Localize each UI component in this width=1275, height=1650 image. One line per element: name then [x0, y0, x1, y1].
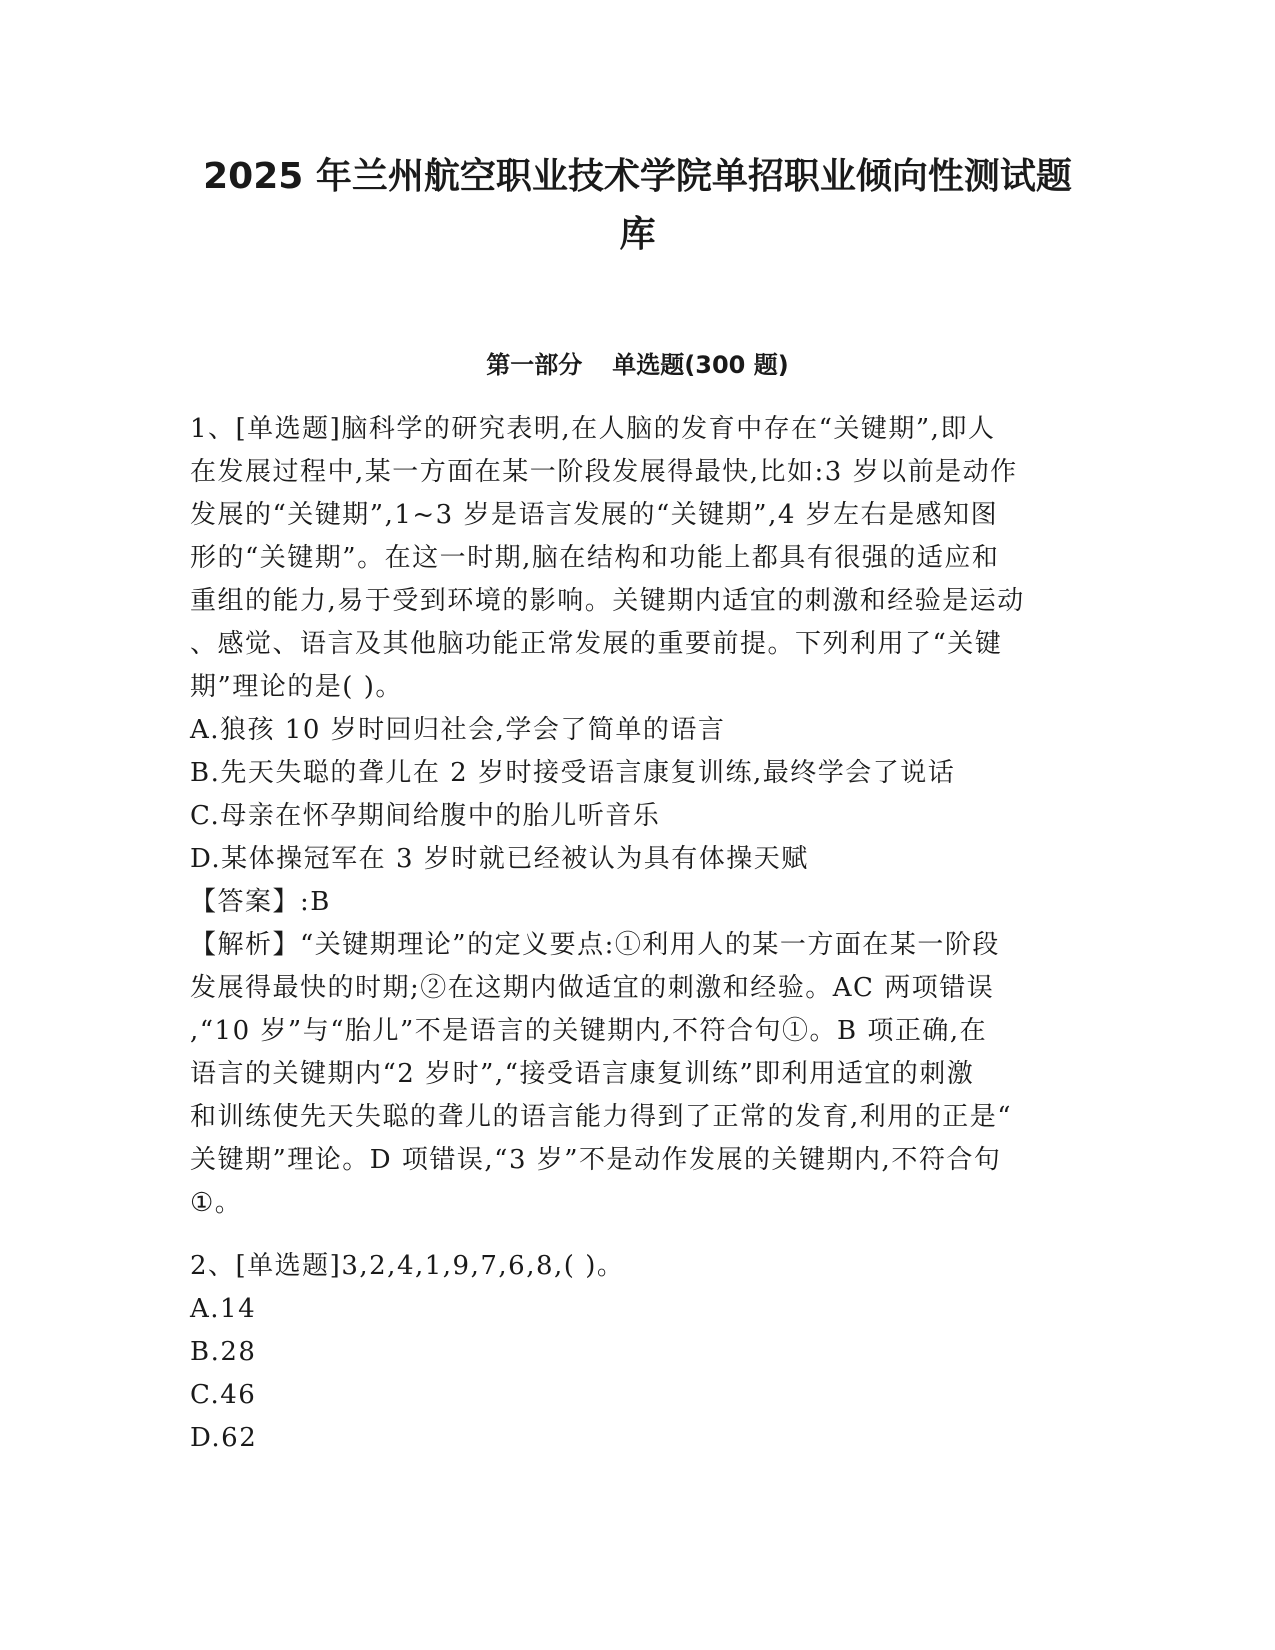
- document-title-line-2: 库: [619, 214, 656, 255]
- stem-line: 、感觉、语言及其他脑功能正常发展的重要前提。下列利用了“关键: [190, 629, 1003, 659]
- analysis-line: ①。: [190, 1188, 243, 1218]
- option-b: B.先天失聪的聋儿在 2 岁时接受语言康复训练,最终学会了说话: [190, 758, 956, 788]
- question-1-analysis: [190, 924, 1085, 1225]
- option-d: D.62: [190, 1423, 258, 1453]
- question-2-stem: 2、[单选题]3,2,4,1,9,7,6,8,( )。: [190, 1251, 625, 1281]
- option-c: C.母亲在怀孕期间给腹中的胎儿听音乐: [190, 801, 661, 831]
- stem-line: 在发展过程中,某一方面在某一阶段发展得最快,比如:3 岁以前是动作: [190, 457, 1018, 487]
- stem-line: 形的“关键期”。在这一时期,脑在结构和功能上都具有很强的适应和: [190, 543, 1000, 573]
- question-1: [190, 408, 1085, 1225]
- option-c: C.46: [190, 1380, 257, 1410]
- question-1-answer: 【答案】:B: [190, 887, 331, 917]
- section-heading: [190, 348, 1085, 382]
- document-title-line-1: 2025 年兰州航空职业技术学院单招职业倾向性测试题: [203, 156, 1072, 197]
- analysis-line: 语言的关键期内“2 岁时”,“接受语言康复训练”即利用适宜的刺激: [190, 1059, 975, 1089]
- option-a: A.狼孩 10 岁时回归社会,学会了简单的语言: [190, 715, 726, 745]
- stem-line: 重组的能力,易于受到环境的影响。关键期内适宜的刺激和经验是运动: [190, 586, 1025, 616]
- analysis-line: ,“10 岁”与“胎儿”不是语言的关键期内,不符合句①。B 项正确,在: [190, 1016, 988, 1046]
- question-1-stem: [190, 408, 1085, 709]
- stem-line: 1、[单选题]脑科学的研究表明,在人脑的发育中存在“关键期”,即人: [190, 414, 996, 444]
- option-a: A.14: [190, 1294, 257, 1324]
- option-b: B.28: [190, 1337, 257, 1367]
- section-name: 单选题(300 题): [612, 351, 789, 379]
- analysis-line: 和训练使先天失聪的聋儿的语言能力得到了正常的发育,利用的正是“: [190, 1102, 1013, 1132]
- question-1-options: [190, 709, 1085, 881]
- question-list: [190, 408, 1085, 1460]
- option-d: D.某体操冠军在 3 岁时就已经被认为具有体操天赋: [190, 844, 809, 874]
- section-part: 第一部分: [486, 351, 583, 379]
- document-title: [190, 148, 1085, 264]
- stem-line: 发展的“关键期”,1~3 岁是语言发展的“关键期”,4 岁左右是感知图: [190, 500, 999, 530]
- analysis-line: 【解析】“关键期理论”的定义要点:①利用人的某一方面在某一阶段: [190, 930, 1000, 960]
- analysis-line: 发展得最快的时期;②在这期内做适宜的刺激和经验。AC 两项错误: [190, 973, 995, 1003]
- analysis-line: 关键期”理论。D 项错误,“3 岁”不是动作发展的关键期内,不符合句: [190, 1145, 1002, 1175]
- stem-line: 期”理论的是( )。: [190, 672, 403, 702]
- question-2: [190, 1245, 1085, 1460]
